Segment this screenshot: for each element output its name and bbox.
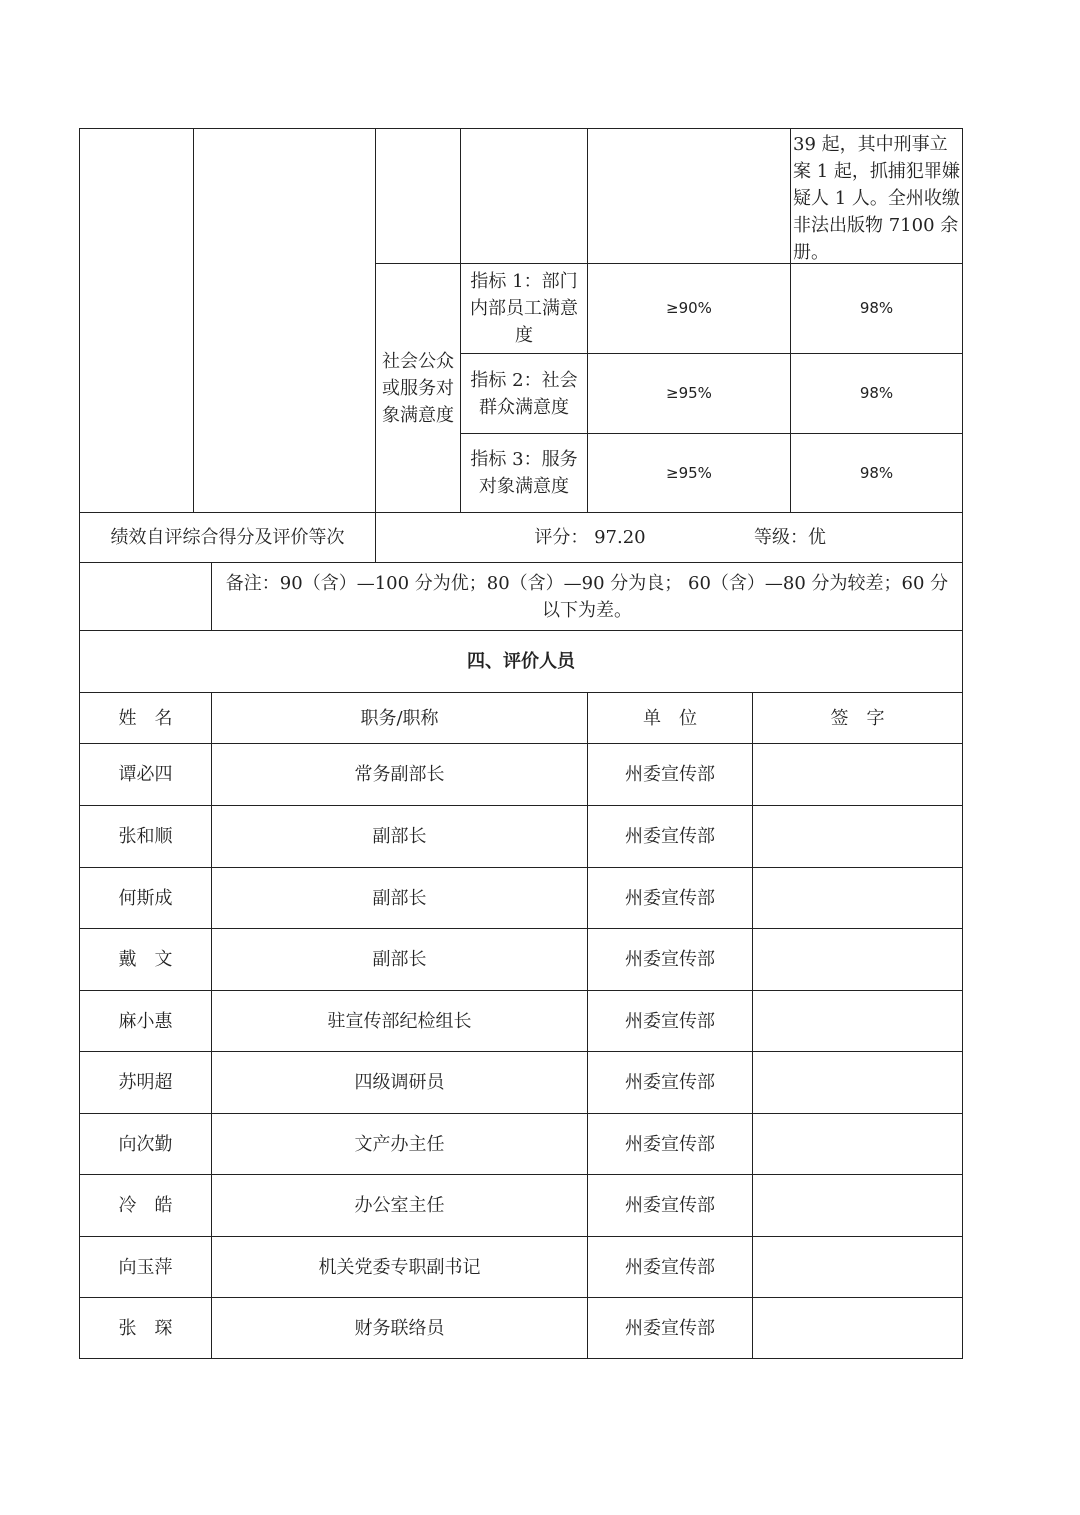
staff-unit: 州委宣传部 (625, 1133, 715, 1155)
header-unit: 单 位 (643, 707, 697, 729)
staff-signature (753, 1298, 962, 1358)
satisfaction-category: 社会公众或服务对象满意度 (382, 350, 454, 426)
indicator-2-actual: 98% (859, 384, 894, 402)
score-value: 评分： 97.20 (534, 527, 646, 548)
staff-unit: 州委宣传部 (625, 1317, 715, 1339)
staff-name: 向玉萍 (118, 1256, 173, 1278)
staff-unit: 州委宣传部 (625, 1256, 715, 1278)
indicator-detail-text: 39 起，其中刑事立案 1 起，抓捕犯罪嫌疑人 1 人。全州收缴非法出版物 7100 余册。 (793, 134, 960, 263)
staff-title: 副部长 (372, 826, 427, 847)
grade-value: 等级：优 (754, 527, 826, 548)
staff-signature (753, 868, 962, 928)
staff-signature (753, 991, 962, 1051)
staff-title: 四级调研员 (354, 1072, 445, 1093)
indicator-1-name: 指标 1：部门内部员工满意度 (470, 271, 578, 346)
staff-signature (753, 929, 962, 990)
indicator-1-target: ≥90% (666, 299, 712, 317)
staff-title: 办公室主任 (354, 1195, 445, 1216)
indicator-3-name: 指标 3：服务对象满意度 (470, 449, 578, 497)
staff-title: 副部长 (372, 949, 427, 970)
staff-title: 财务联络员 (354, 1317, 445, 1339)
staff-signature (753, 1052, 962, 1113)
staff-signature (753, 744, 962, 805)
staff-unit: 州委宣传部 (625, 1010, 715, 1032)
staff-name: 向次勤 (118, 1133, 173, 1155)
staff-signature (753, 806, 962, 867)
staff-name: 何斯成 (118, 887, 173, 909)
staff-name: 冷 皓 (118, 1195, 173, 1216)
staff-name: 张和顺 (118, 826, 173, 847)
indicator-1-actual: 98% (859, 299, 894, 317)
staff-title: 驻宣传部纪检组长 (327, 1010, 472, 1032)
staff-unit: 州委宣传部 (625, 887, 715, 909)
header-name: 姓 名 (118, 707, 173, 729)
indicator-2-target: ≥95% (666, 384, 712, 402)
staff-signature (753, 1114, 962, 1174)
staff-signature (753, 1237, 962, 1297)
score-label: 绩效自评综合得分及评价等次 (110, 527, 345, 548)
staff-unit: 州委宣传部 (625, 1195, 715, 1216)
note-text: 备注：90（含）—100 分为优；80（含）—90 分为良； 60（含）—80 分为较差；60 分以下为差。 (225, 572, 949, 621)
header-title: 职务/职称 (360, 707, 439, 729)
staff-title: 副部长 (372, 887, 427, 909)
indicator-3-target: ≥95% (666, 463, 712, 482)
staff-name: 戴 文 (118, 949, 173, 970)
staff-unit: 州委宣传部 (625, 826, 715, 847)
staff-name: 张 琛 (118, 1317, 173, 1339)
staff-title: 机关党委专职副书记 (318, 1256, 481, 1278)
staff-unit: 州委宣传部 (625, 1072, 715, 1093)
staff-title: 常务副部长 (354, 764, 445, 785)
staff-signature (753, 1175, 962, 1236)
staff-unit: 州委宣传部 (625, 949, 715, 970)
indicator-3-actual: 98% (859, 463, 894, 482)
staff-name: 谭必四 (118, 764, 173, 785)
staff-name: 苏明超 (118, 1072, 173, 1093)
header-signature: 签 字 (830, 707, 885, 729)
indicator-2-name: 指标 2：社会群众满意度 (470, 369, 578, 418)
staff-name: 麻小惠 (118, 1010, 173, 1032)
staff-unit: 州委宣传部 (625, 764, 715, 785)
staff-title: 文产办主任 (354, 1133, 445, 1155)
section-title: 四、评价人员 (467, 651, 575, 672)
